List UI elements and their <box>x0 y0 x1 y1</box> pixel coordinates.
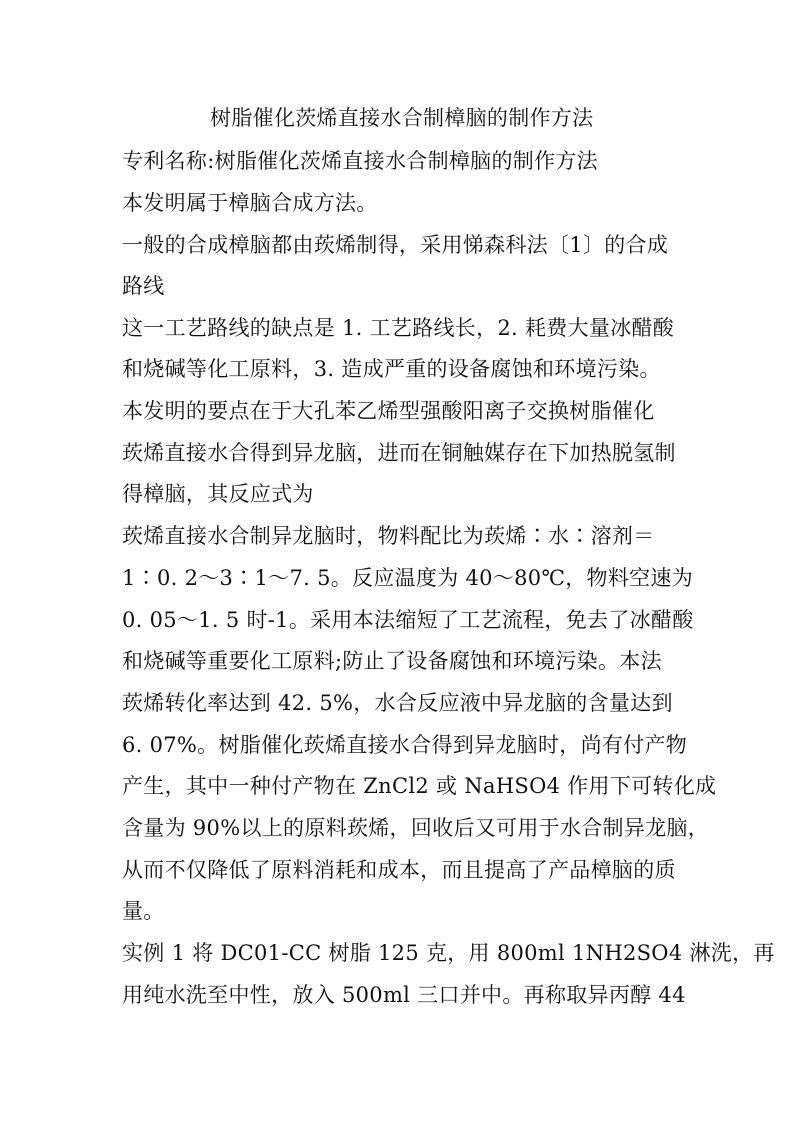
paragraph-line: 产生，其中一种付产物在 ZnCl2 或 NaHSO4 作用下可转化成 <box>122 774 717 798</box>
paragraph-line: 从而不仅降低了原料消耗和成本，而且提高了产品樟脑的质 <box>122 858 676 882</box>
paragraph-line: 莰烯直接水合得到异龙脑，进而在铜触媒存在下加热脱氢制 <box>122 441 676 465</box>
paragraph-line: 一般的合成樟脑都由莰烯制得，采用悌森科法〔1〕的合成 <box>122 233 669 257</box>
paragraph-line: 莰烯转化率达到 42. 5%，水合反应液中异龙脑的含量达到 <box>122 691 673 715</box>
paragraph-line: 1∶0. 2～3∶1～7. 5。反应温度为 40～80℃，物料空速为 <box>122 566 694 590</box>
paragraph-line: 本发明属于樟脑合成方法。 <box>122 191 378 215</box>
paragraph-line: 含量为 90%以上的原料莰烯，回收后又可用于水合制异龙脑， <box>122 816 710 840</box>
paragraph-line: 实例 1 将 DC01-CC 树脂 125 克，用 800ml 1NH2SO4 淋洗，再 <box>122 941 775 965</box>
paragraph-line: 这一工艺路线的缺点是 1. 工艺路线长，2. 耗费大量冰醋酸 <box>122 316 675 340</box>
paragraph-line: 用纯水洗至中性，放入 500ml 三口并中。再称取异丙醇 44 <box>122 983 686 1007</box>
paragraph-line: 本发明的要点在于大孔苯乙烯型强酸阳离子交换树脂催化 <box>122 399 655 423</box>
paragraph-line: 和烧碱等重要化工原料;防止了设备腐蚀和环境污染。本法 <box>122 649 662 673</box>
paragraph-line: 0. 05～1. 5 时-1。采用本法缩短了工艺流程，免去了冰醋酸 <box>122 608 694 632</box>
paragraph-line: 得樟脑，其反应式为 <box>122 482 314 506</box>
paragraph-line: 专利名称:树脂催化茨烯直接水合制樟脑的制作方法 <box>122 149 598 173</box>
document-title: 树脂催化茨烯直接水合制樟脑的制作方法 <box>210 106 594 130</box>
paragraph-line: 路线 <box>122 274 165 298</box>
paragraph-line: 和烧碱等化工原料，3. 造成严重的设备腐蚀和环境污染。 <box>122 357 661 381</box>
paragraph-line: 量。 <box>122 899 165 923</box>
paragraph-line: 6. 07%。树脂催化莰烯直接水合得到异龙脑时，尚有付产物 <box>122 733 688 757</box>
paragraph-line: 莰烯直接水合制异龙脑时，物料配比为莰烯∶水∶溶剂＝ <box>122 524 655 548</box>
